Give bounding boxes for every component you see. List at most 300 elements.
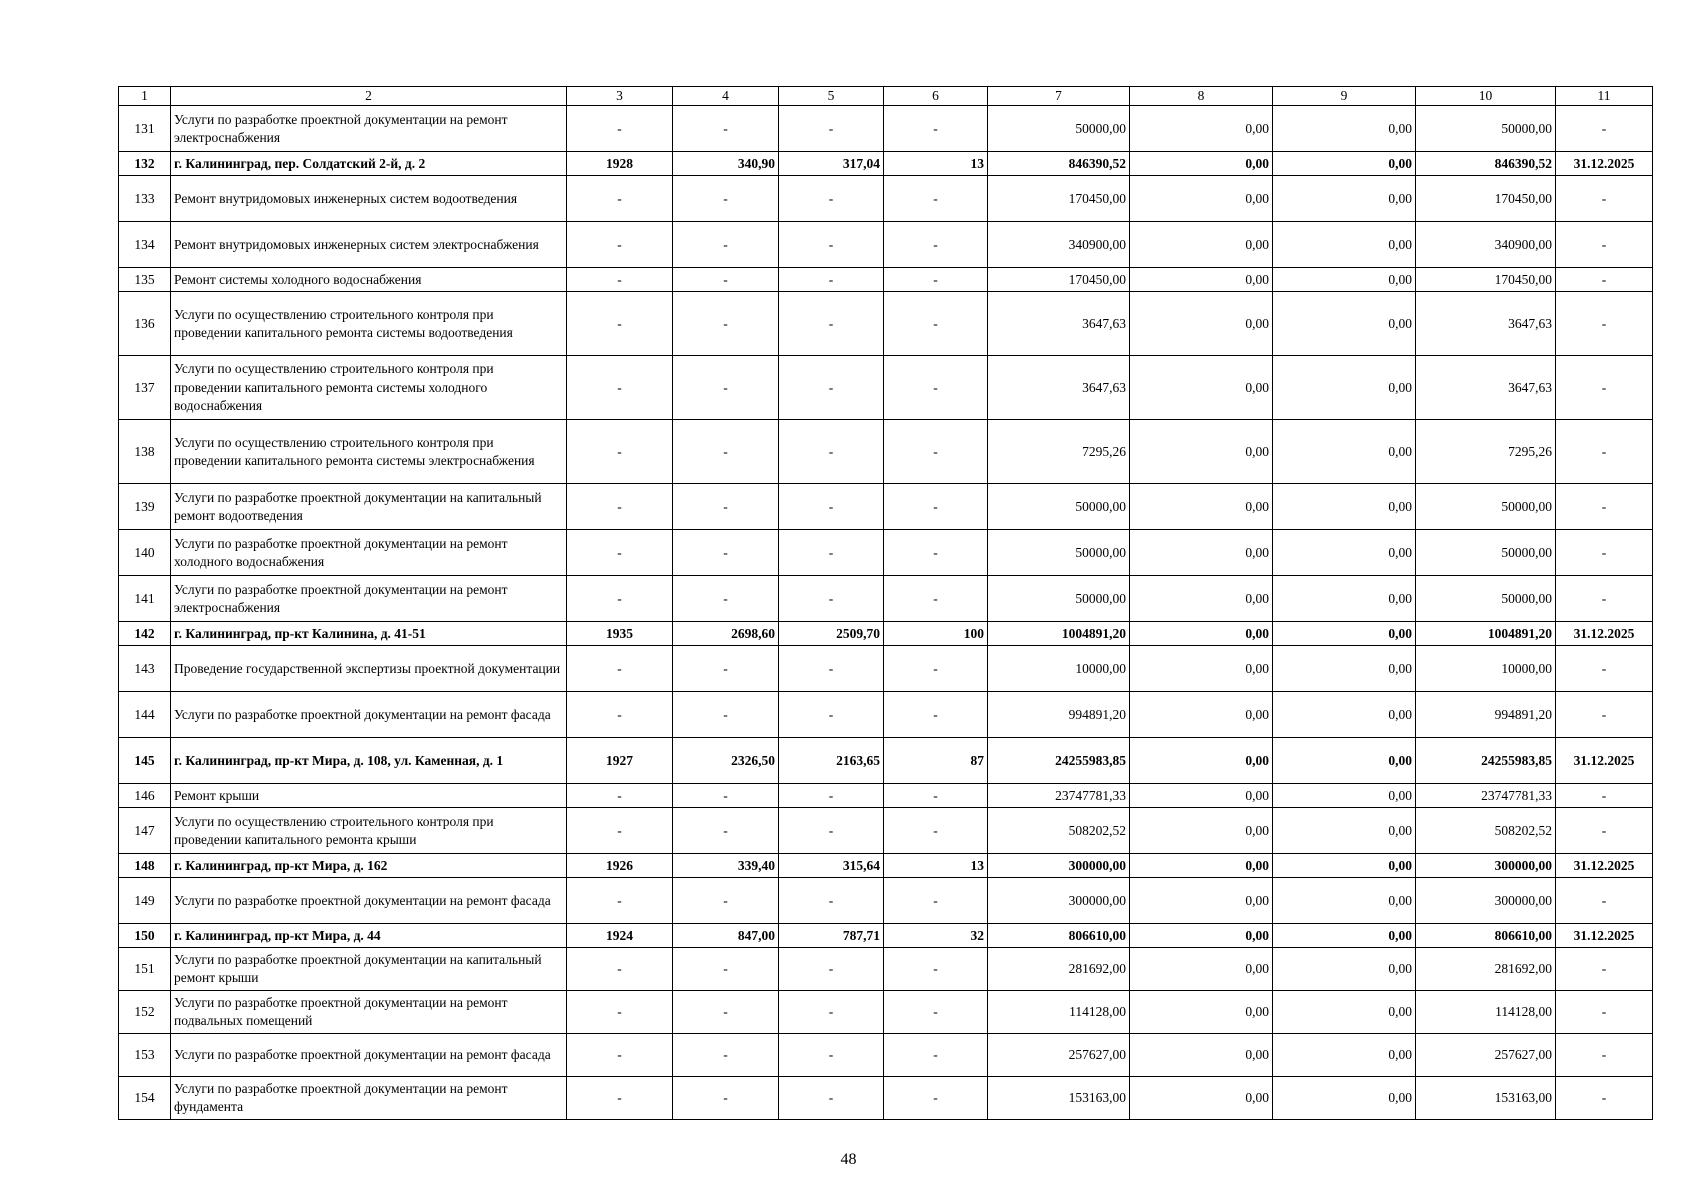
cell-col-8: 0,00 bbox=[1130, 784, 1273, 808]
row-description: Услуги по разработке проектной документации на ремонт фундамента bbox=[171, 1077, 567, 1120]
cell-col-9: 0,00 bbox=[1273, 948, 1416, 991]
row-description: Услуги по разработке проектной документации на капитальный ремонт водоотведения bbox=[171, 484, 567, 530]
cell-col-10: 1004891,20 bbox=[1416, 622, 1556, 646]
cell-col-10: 170450,00 bbox=[1416, 268, 1556, 292]
cell-col-3: 1935 bbox=[567, 622, 673, 646]
cell-col-11: - bbox=[1556, 484, 1653, 530]
cell-col-3: - bbox=[567, 420, 673, 484]
row-number: 148 bbox=[119, 854, 171, 878]
row-description: Услуги по осуществлению строительного контроля при проведении капитального ремонта системы водоотведения bbox=[171, 292, 567, 356]
cell-col-9: 0,00 bbox=[1273, 924, 1416, 948]
column-number: 1 bbox=[119, 87, 171, 106]
column-number: 9 bbox=[1273, 87, 1416, 106]
cell-col-3: - bbox=[567, 356, 673, 420]
cell-col-10: 281692,00 bbox=[1416, 948, 1556, 991]
cell-col-7: 3647,63 bbox=[988, 356, 1130, 420]
column-number: 6 bbox=[884, 87, 988, 106]
cell-col-11: - bbox=[1556, 356, 1653, 420]
cell-col-6: - bbox=[884, 576, 988, 622]
column-number: 7 bbox=[988, 87, 1130, 106]
cell-col-8: 0,00 bbox=[1130, 991, 1273, 1034]
row-number: 149 bbox=[119, 878, 171, 924]
cell-col-9: 0,00 bbox=[1273, 292, 1416, 356]
cell-col-9: 0,00 bbox=[1273, 646, 1416, 692]
row-description: г. Калининград, пр-кт Мира, д. 44 bbox=[171, 924, 567, 948]
work-item-row bbox=[119, 878, 1653, 924]
cell-col-7: 994891,20 bbox=[988, 692, 1130, 738]
cell-col-3: - bbox=[567, 1077, 673, 1120]
cell-col-3: - bbox=[567, 808, 673, 854]
cell-col-9: 0,00 bbox=[1273, 622, 1416, 646]
column-number: 5 bbox=[779, 87, 884, 106]
cell-col-8: 0,00 bbox=[1130, 292, 1273, 356]
cell-col-4: - bbox=[673, 420, 779, 484]
cell-col-11: - bbox=[1556, 106, 1653, 152]
cell-col-11: 31.12.2025 bbox=[1556, 738, 1653, 784]
cell-col-3: - bbox=[567, 692, 673, 738]
cell-col-11: - bbox=[1556, 176, 1653, 222]
cell-col-3: - bbox=[567, 576, 673, 622]
cell-col-8: 0,00 bbox=[1130, 646, 1273, 692]
cell-col-4: - bbox=[673, 1034, 779, 1077]
address-row bbox=[119, 152, 1653, 176]
cell-col-5: - bbox=[779, 292, 884, 356]
cell-col-9: 0,00 bbox=[1273, 854, 1416, 878]
cell-col-9: 0,00 bbox=[1273, 576, 1416, 622]
cell-col-4: - bbox=[673, 948, 779, 991]
cell-col-9: 0,00 bbox=[1273, 878, 1416, 924]
cell-col-3: - bbox=[567, 1034, 673, 1077]
cell-col-8: 0,00 bbox=[1130, 222, 1273, 268]
page-number: 48 bbox=[840, 1151, 857, 1168]
cell-col-9: 0,00 bbox=[1273, 808, 1416, 854]
row-number: 136 bbox=[119, 292, 171, 356]
cell-col-7: 170450,00 bbox=[988, 268, 1130, 292]
cell-col-5: - bbox=[779, 692, 884, 738]
work-item-row bbox=[119, 784, 1653, 808]
cell-col-9: 0,00 bbox=[1273, 991, 1416, 1034]
cell-col-7: 340900,00 bbox=[988, 222, 1130, 268]
row-number: 139 bbox=[119, 484, 171, 530]
cell-col-8: 0,00 bbox=[1130, 484, 1273, 530]
cell-col-4: 847,00 bbox=[673, 924, 779, 948]
cell-col-7: 10000,00 bbox=[988, 646, 1130, 692]
work-item-row bbox=[119, 268, 1653, 292]
cell-col-3: - bbox=[567, 991, 673, 1034]
cell-col-6: - bbox=[884, 222, 988, 268]
row-description: г. Калининград, пер. Солдатский 2-й, д. 2 bbox=[171, 152, 567, 176]
work-item-row bbox=[119, 692, 1653, 738]
cell-col-7: 3647,63 bbox=[988, 292, 1130, 356]
cell-col-8: 0,00 bbox=[1130, 878, 1273, 924]
cell-col-9: 0,00 bbox=[1273, 106, 1416, 152]
cell-col-5: - bbox=[779, 784, 884, 808]
cell-col-7: 50000,00 bbox=[988, 576, 1130, 622]
cell-col-8: 0,00 bbox=[1130, 854, 1273, 878]
cell-col-5: - bbox=[779, 106, 884, 152]
row-description: Услуги по разработке проектной документации на ремонт электроснабжения bbox=[171, 106, 567, 152]
cell-col-10: 10000,00 bbox=[1416, 646, 1556, 692]
row-number: 144 bbox=[119, 692, 171, 738]
row-number: 142 bbox=[119, 622, 171, 646]
cell-col-4: - bbox=[673, 530, 779, 576]
cell-col-4: - bbox=[673, 176, 779, 222]
cell-col-5: - bbox=[779, 646, 884, 692]
row-number: 140 bbox=[119, 530, 171, 576]
cell-col-7: 300000,00 bbox=[988, 854, 1130, 878]
cell-col-7: 508202,52 bbox=[988, 808, 1130, 854]
cell-col-6: - bbox=[884, 268, 988, 292]
cell-col-3: - bbox=[567, 948, 673, 991]
cell-col-10: 300000,00 bbox=[1416, 878, 1556, 924]
cell-col-5: - bbox=[779, 484, 884, 530]
cell-col-8: 0,00 bbox=[1130, 106, 1273, 152]
row-description: Услуги по разработке проектной документации на ремонт подвальных помещений bbox=[171, 991, 567, 1034]
cell-col-5: 787,71 bbox=[779, 924, 884, 948]
cell-col-6: 100 bbox=[884, 622, 988, 646]
column-number: 4 bbox=[673, 87, 779, 106]
row-number: 135 bbox=[119, 268, 171, 292]
cell-col-4: 2326,50 bbox=[673, 738, 779, 784]
cell-col-5: - bbox=[779, 991, 884, 1034]
cell-col-10: 114128,00 bbox=[1416, 991, 1556, 1034]
cell-col-5: - bbox=[779, 576, 884, 622]
cell-col-6: - bbox=[884, 808, 988, 854]
cell-col-7: 846390,52 bbox=[988, 152, 1130, 176]
work-item-row bbox=[119, 576, 1653, 622]
cell-col-11: - bbox=[1556, 808, 1653, 854]
cell-col-4: - bbox=[673, 808, 779, 854]
work-item-row bbox=[119, 646, 1653, 692]
cell-col-7: 281692,00 bbox=[988, 948, 1130, 991]
cell-col-7: 23747781,33 bbox=[988, 784, 1130, 808]
cell-col-4: - bbox=[673, 222, 779, 268]
row-description: Проведение государственной экспертизы проектной документации bbox=[171, 646, 567, 692]
cell-col-9: 0,00 bbox=[1273, 692, 1416, 738]
cell-col-5: - bbox=[779, 530, 884, 576]
row-number: 141 bbox=[119, 576, 171, 622]
cell-col-4: - bbox=[673, 646, 779, 692]
cell-col-3: - bbox=[567, 268, 673, 292]
row-number: 131 bbox=[119, 106, 171, 152]
cell-col-4: - bbox=[673, 692, 779, 738]
cell-col-11: - bbox=[1556, 1077, 1653, 1120]
cell-col-10: 50000,00 bbox=[1416, 484, 1556, 530]
cell-col-11: 31.12.2025 bbox=[1556, 924, 1653, 948]
cell-col-5: 2163,65 bbox=[779, 738, 884, 784]
cell-col-8: 0,00 bbox=[1130, 530, 1273, 576]
column-numbers-row bbox=[119, 87, 1653, 106]
cell-col-11: - bbox=[1556, 878, 1653, 924]
row-number: 133 bbox=[119, 176, 171, 222]
cell-col-4: 340,90 bbox=[673, 152, 779, 176]
cell-col-7: 1004891,20 bbox=[988, 622, 1130, 646]
cell-col-10: 50000,00 bbox=[1416, 530, 1556, 576]
cell-col-10: 846390,52 bbox=[1416, 152, 1556, 176]
cell-col-11: 31.12.2025 bbox=[1556, 622, 1653, 646]
cell-col-6: - bbox=[884, 420, 988, 484]
cell-col-9: 0,00 bbox=[1273, 784, 1416, 808]
cell-col-3: 1924 bbox=[567, 924, 673, 948]
cell-col-10: 300000,00 bbox=[1416, 854, 1556, 878]
work-item-row bbox=[119, 530, 1653, 576]
row-description: Услуги по разработке проектной документации на ремонт электроснабжения bbox=[171, 576, 567, 622]
cell-col-9: 0,00 bbox=[1273, 152, 1416, 176]
work-item-row bbox=[119, 176, 1653, 222]
cell-col-7: 170450,00 bbox=[988, 176, 1130, 222]
cell-col-5: - bbox=[779, 808, 884, 854]
cell-col-6: - bbox=[884, 106, 988, 152]
cell-col-11: 31.12.2025 bbox=[1556, 854, 1653, 878]
cell-col-10: 994891,20 bbox=[1416, 692, 1556, 738]
cell-col-3: - bbox=[567, 106, 673, 152]
row-description: Ремонт внутридомовых инженерных систем водоотведения bbox=[171, 176, 567, 222]
cell-col-11: - bbox=[1556, 268, 1653, 292]
cell-col-10: 806610,00 bbox=[1416, 924, 1556, 948]
row-description: г. Калининград, пр-кт Мира, д. 108, ул. Каменная, д. 1 bbox=[171, 738, 567, 784]
cell-col-5: - bbox=[779, 176, 884, 222]
row-description: Услуги по осуществлению строительного контроля при проведении капитального ремонта системы электроснабжения bbox=[171, 420, 567, 484]
cell-col-9: 0,00 bbox=[1273, 176, 1416, 222]
cell-col-11: - bbox=[1556, 576, 1653, 622]
cell-col-5: - bbox=[779, 356, 884, 420]
cell-col-11: - bbox=[1556, 1034, 1653, 1077]
column-number: 10 bbox=[1416, 87, 1556, 106]
column-number: 2 bbox=[171, 87, 567, 106]
cell-col-11: - bbox=[1556, 646, 1653, 692]
row-description: Ремонт крыши bbox=[171, 784, 567, 808]
cell-col-6: - bbox=[884, 1034, 988, 1077]
cell-col-9: 0,00 bbox=[1273, 420, 1416, 484]
cell-col-11: 31.12.2025 bbox=[1556, 152, 1653, 176]
row-description: Услуги по разработке проектной документации на ремонт холодного водоснабжения bbox=[171, 530, 567, 576]
cell-col-11: - bbox=[1556, 948, 1653, 991]
cell-col-4: - bbox=[673, 268, 779, 292]
cell-col-4: - bbox=[673, 484, 779, 530]
work-item-row bbox=[119, 1034, 1653, 1077]
cell-col-3: - bbox=[567, 292, 673, 356]
row-description: Ремонт системы холодного водоснабжения bbox=[171, 268, 567, 292]
cell-col-8: 0,00 bbox=[1130, 356, 1273, 420]
row-description: Услуги по осуществлению строительного контроля при проведении капитального ремонта крыши bbox=[171, 808, 567, 854]
cell-col-10: 23747781,33 bbox=[1416, 784, 1556, 808]
cell-col-3: - bbox=[567, 646, 673, 692]
cell-col-6: - bbox=[884, 646, 988, 692]
cell-col-5: - bbox=[779, 420, 884, 484]
cell-col-5: - bbox=[779, 1034, 884, 1077]
cell-col-4: 2698,60 bbox=[673, 622, 779, 646]
cell-col-6: 13 bbox=[884, 854, 988, 878]
row-description: Услуги по осуществлению строительного контроля при проведении капитального ремонта системы холодного водоснабжения bbox=[171, 356, 567, 420]
row-number: 134 bbox=[119, 222, 171, 268]
cell-col-5: 315,64 bbox=[779, 854, 884, 878]
row-number: 154 bbox=[119, 1077, 171, 1120]
cell-col-8: 0,00 bbox=[1130, 268, 1273, 292]
address-row bbox=[119, 622, 1653, 646]
cell-col-8: 0,00 bbox=[1130, 692, 1273, 738]
cell-col-10: 340900,00 bbox=[1416, 222, 1556, 268]
cell-col-8: 0,00 bbox=[1130, 420, 1273, 484]
cell-col-7: 806610,00 bbox=[988, 924, 1130, 948]
cell-col-11: - bbox=[1556, 530, 1653, 576]
work-item-row bbox=[119, 356, 1653, 420]
cell-col-6: - bbox=[884, 948, 988, 991]
cell-col-6: 13 bbox=[884, 152, 988, 176]
work-item-row bbox=[119, 420, 1653, 484]
cell-col-10: 508202,52 bbox=[1416, 808, 1556, 854]
row-number: 151 bbox=[119, 948, 171, 991]
cell-col-5: - bbox=[779, 222, 884, 268]
cell-col-6: - bbox=[884, 176, 988, 222]
row-number: 138 bbox=[119, 420, 171, 484]
cell-col-5: 317,04 bbox=[779, 152, 884, 176]
cell-col-6: - bbox=[884, 784, 988, 808]
row-number: 147 bbox=[119, 808, 171, 854]
cell-col-7: 300000,00 bbox=[988, 878, 1130, 924]
cell-col-9: 0,00 bbox=[1273, 268, 1416, 292]
cell-col-6: - bbox=[884, 991, 988, 1034]
cell-col-9: 0,00 bbox=[1273, 356, 1416, 420]
cell-col-11: - bbox=[1556, 784, 1653, 808]
row-number: 145 bbox=[119, 738, 171, 784]
column-number: 11 bbox=[1556, 87, 1653, 106]
cell-col-11: - bbox=[1556, 692, 1653, 738]
cell-col-10: 257627,00 bbox=[1416, 1034, 1556, 1077]
cell-col-7: 50000,00 bbox=[988, 106, 1130, 152]
cell-col-6: 32 bbox=[884, 924, 988, 948]
cell-col-7: 7295,26 bbox=[988, 420, 1130, 484]
cell-col-7: 114128,00 bbox=[988, 991, 1130, 1034]
cell-col-5: - bbox=[779, 268, 884, 292]
column-number: 3 bbox=[567, 87, 673, 106]
cell-col-9: 0,00 bbox=[1273, 222, 1416, 268]
cell-col-7: 50000,00 bbox=[988, 530, 1130, 576]
cell-col-4: - bbox=[673, 784, 779, 808]
cell-col-6: - bbox=[884, 292, 988, 356]
row-number: 152 bbox=[119, 991, 171, 1034]
cell-col-3: 1926 bbox=[567, 854, 673, 878]
work-item-row bbox=[119, 1077, 1653, 1120]
repair-program-table bbox=[118, 86, 1653, 1120]
cell-col-4: - bbox=[673, 991, 779, 1034]
cell-col-7: 50000,00 bbox=[988, 484, 1130, 530]
cell-col-9: 0,00 bbox=[1273, 738, 1416, 784]
cell-col-10: 24255983,85 bbox=[1416, 738, 1556, 784]
cell-col-10: 50000,00 bbox=[1416, 106, 1556, 152]
work-item-row bbox=[119, 222, 1653, 268]
cell-col-4: - bbox=[673, 878, 779, 924]
row-number: 143 bbox=[119, 646, 171, 692]
cell-col-4: - bbox=[673, 1077, 779, 1120]
cell-col-4: - bbox=[673, 106, 779, 152]
cell-col-8: 0,00 bbox=[1130, 808, 1273, 854]
cell-col-3: - bbox=[567, 784, 673, 808]
cell-col-10: 153163,00 bbox=[1416, 1077, 1556, 1120]
cell-col-4: - bbox=[673, 356, 779, 420]
cell-col-6: - bbox=[884, 530, 988, 576]
row-description: г. Калининград, пр-кт Калинина, д. 41-51 bbox=[171, 622, 567, 646]
row-description: Услуги по разработке проектной документации на ремонт фасада bbox=[171, 878, 567, 924]
cell-col-8: 0,00 bbox=[1130, 176, 1273, 222]
cell-col-8: 0,00 bbox=[1130, 1034, 1273, 1077]
cell-col-3: 1927 bbox=[567, 738, 673, 784]
cell-col-10: 7295,26 bbox=[1416, 420, 1556, 484]
address-row bbox=[119, 854, 1653, 878]
row-description: г. Калининград, пр-кт Мира, д. 162 bbox=[171, 854, 567, 878]
row-description: Услуги по разработке проектной документации на ремонт фасада bbox=[171, 692, 567, 738]
cell-col-6: - bbox=[884, 1077, 988, 1120]
cell-col-6: 87 bbox=[884, 738, 988, 784]
work-item-row bbox=[119, 292, 1653, 356]
row-number: 137 bbox=[119, 356, 171, 420]
work-item-row bbox=[119, 808, 1653, 854]
cell-col-8: 0,00 bbox=[1130, 924, 1273, 948]
cell-col-3: - bbox=[567, 530, 673, 576]
work-item-row bbox=[119, 106, 1653, 152]
cell-col-10: 170450,00 bbox=[1416, 176, 1556, 222]
work-item-row bbox=[119, 991, 1653, 1034]
row-description: Услуги по разработке проектной документации на ремонт фасада bbox=[171, 1034, 567, 1077]
row-description: Ремонт внутридомовых инженерных систем электроснабжения bbox=[171, 222, 567, 268]
cell-col-9: 0,00 bbox=[1273, 484, 1416, 530]
cell-col-6: - bbox=[884, 484, 988, 530]
cell-col-11: - bbox=[1556, 420, 1653, 484]
cell-col-9: 0,00 bbox=[1273, 1034, 1416, 1077]
cell-col-8: 0,00 bbox=[1130, 948, 1273, 991]
row-number: 146 bbox=[119, 784, 171, 808]
cell-col-8: 0,00 bbox=[1130, 738, 1273, 784]
address-row bbox=[119, 924, 1653, 948]
cell-col-11: - bbox=[1556, 991, 1653, 1034]
cell-col-5: - bbox=[779, 878, 884, 924]
cell-col-11: - bbox=[1556, 222, 1653, 268]
column-number: 8 bbox=[1130, 87, 1273, 106]
cell-col-8: 0,00 bbox=[1130, 152, 1273, 176]
cell-col-5: - bbox=[779, 948, 884, 991]
cell-col-10: 3647,63 bbox=[1416, 356, 1556, 420]
cell-col-4: - bbox=[673, 292, 779, 356]
cell-col-3: 1928 bbox=[567, 152, 673, 176]
cell-col-10: 3647,63 bbox=[1416, 292, 1556, 356]
cell-col-7: 24255983,85 bbox=[988, 738, 1130, 784]
cell-col-6: - bbox=[884, 356, 988, 420]
cell-col-7: 153163,00 bbox=[988, 1077, 1130, 1120]
row-description: Услуги по разработке проектной документации на капитальный ремонт крыши bbox=[171, 948, 567, 991]
cell-col-6: - bbox=[884, 878, 988, 924]
row-number: 132 bbox=[119, 152, 171, 176]
cell-col-8: 0,00 bbox=[1130, 576, 1273, 622]
cell-col-8: 0,00 bbox=[1130, 622, 1273, 646]
cell-col-6: - bbox=[884, 692, 988, 738]
address-row bbox=[119, 738, 1653, 784]
cell-col-11: - bbox=[1556, 292, 1653, 356]
cell-col-4: 339,40 bbox=[673, 854, 779, 878]
cell-col-7: 257627,00 bbox=[988, 1034, 1130, 1077]
cell-col-9: 0,00 bbox=[1273, 1077, 1416, 1120]
work-item-row bbox=[119, 948, 1653, 991]
cell-col-10: 50000,00 bbox=[1416, 576, 1556, 622]
cell-col-3: - bbox=[567, 484, 673, 530]
row-number: 150 bbox=[119, 924, 171, 948]
cell-col-9: 0,00 bbox=[1273, 530, 1416, 576]
work-item-row bbox=[119, 484, 1653, 530]
cell-col-8: 0,00 bbox=[1130, 1077, 1273, 1120]
cell-col-3: - bbox=[567, 176, 673, 222]
cell-col-5: - bbox=[779, 1077, 884, 1120]
cell-col-3: - bbox=[567, 878, 673, 924]
cell-col-5: 2509,70 bbox=[779, 622, 884, 646]
row-number: 153 bbox=[119, 1034, 171, 1077]
